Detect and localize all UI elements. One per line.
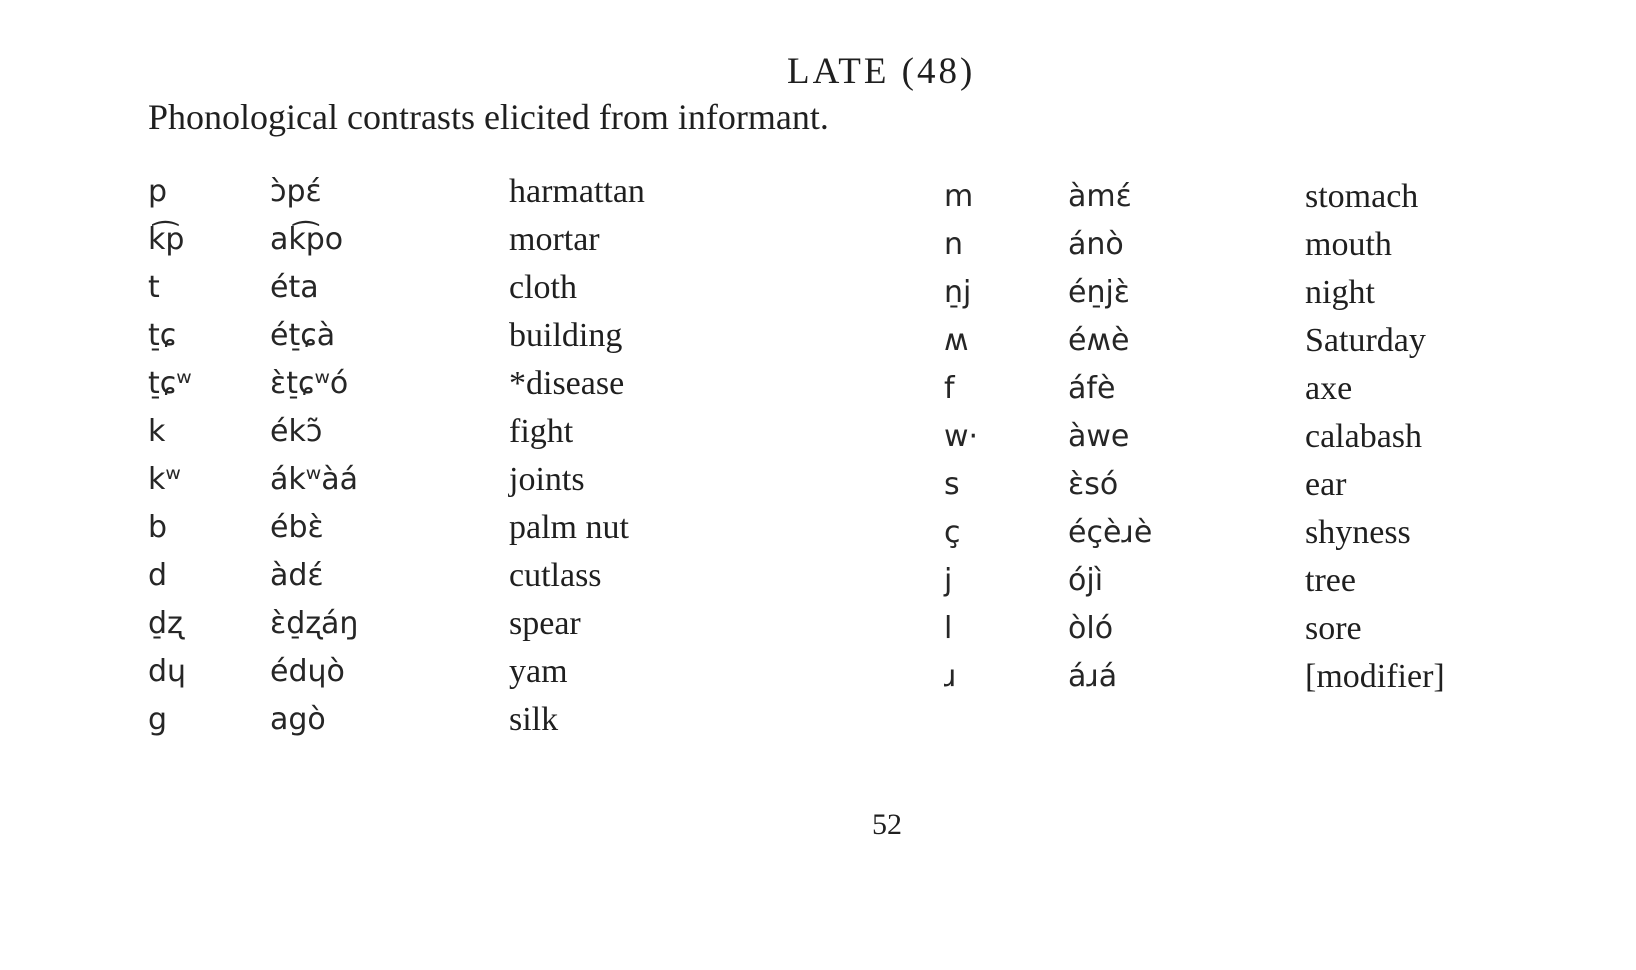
phoneme-symbol: l [944, 611, 953, 646]
english-gloss: palm nut [509, 509, 629, 546]
phoneme-symbol: ʍ [944, 323, 969, 358]
phonetic-form: éta [270, 270, 319, 305]
phonetic-form: ɛ̀d̠ʐáŋ [270, 606, 359, 641]
english-gloss: night [1305, 274, 1375, 311]
phoneme-symbol: k͡p [148, 222, 185, 257]
phonetic-form: ét̠ɕà [270, 318, 336, 353]
phonetic-form: ak͡po [270, 222, 344, 257]
english-gloss: calabash [1305, 418, 1423, 455]
phoneme-symbol: n [944, 227, 964, 262]
table-row [0, 560, 1636, 608]
table-row [0, 464, 1636, 512]
english-gloss: fight [509, 413, 574, 450]
phoneme-symbol: t̠ɕʷ [148, 366, 192, 401]
english-gloss: ear [1305, 466, 1347, 503]
phoneme-symbol: dɥ [148, 654, 187, 689]
english-gloss: yam [509, 653, 568, 690]
phoneme-symbol: f [944, 371, 955, 406]
english-gloss: Saturday [1305, 322, 1426, 359]
phonetic-form: ánò [1068, 227, 1124, 262]
english-gloss: sore [1305, 610, 1362, 647]
phoneme-symbol: p [148, 174, 168, 209]
english-gloss: axe [1305, 370, 1353, 407]
phoneme-symbol: t [148, 270, 160, 305]
phoneme-symbol: t̠ɕ [148, 318, 177, 353]
english-gloss: shyness [1305, 514, 1411, 551]
phonetic-form: ébɛ̀ [270, 510, 324, 545]
phoneme-symbol: ç [944, 515, 961, 550]
page-subtitle: Phonological contrasts elicited from informant. [148, 97, 829, 137]
table-row [0, 608, 1636, 656]
phonetic-form: òló [1068, 611, 1114, 646]
phoneme-symbol: w· [944, 419, 979, 454]
english-gloss: cloth [509, 269, 577, 306]
phonetic-form: áɹá [1068, 659, 1118, 694]
phoneme-symbol: kʷ [148, 462, 181, 497]
phoneme-symbol: k [148, 414, 166, 449]
table-row [0, 176, 1636, 224]
phonetic-form: ɛ̀só [1068, 467, 1119, 502]
table-row [0, 416, 1636, 464]
english-gloss: cutlass [509, 557, 602, 594]
phoneme-symbol: ɹ [944, 659, 957, 694]
page-number: 52 [872, 808, 902, 841]
english-gloss: silk [509, 701, 559, 738]
phonetic-form: ɛ̀t̠ɕʷó [270, 366, 349, 401]
phonetic-form: àmɛ́ [1068, 179, 1132, 214]
phoneme-symbol: g [148, 702, 168, 737]
table-row [0, 272, 1636, 320]
phonetic-form: ɔ̀pɛ́ [270, 174, 322, 209]
table-row [0, 699, 1636, 747]
table-row [0, 368, 1636, 416]
english-gloss: *disease [509, 365, 625, 402]
english-gloss: mouth [1305, 226, 1392, 263]
phonetic-form: ékɔ̃ [270, 414, 323, 449]
english-gloss: stomach [1305, 178, 1419, 215]
page-title: LATE (48) [787, 51, 976, 92]
phonetic-form: édɥò [270, 654, 345, 689]
table-row [0, 224, 1636, 272]
phoneme-symbol: n̠j [944, 275, 972, 310]
english-gloss: building [509, 317, 623, 354]
table-row [0, 656, 1636, 704]
phonetic-form: agò [270, 702, 326, 737]
phonetic-form: àdɛ́ [270, 558, 324, 593]
phoneme-symbol: b [148, 510, 168, 545]
phonetic-form: ójì [1068, 563, 1104, 598]
table-row [0, 320, 1636, 368]
phoneme-symbol: j [944, 563, 953, 598]
english-gloss: spear [509, 605, 581, 642]
english-gloss: joints [509, 461, 585, 498]
phoneme-symbol: d̠ʐ [148, 606, 183, 641]
english-gloss: tree [1305, 562, 1356, 599]
english-gloss: harmattan [509, 173, 645, 210]
english-gloss: mortar [509, 221, 600, 258]
phonetic-form: éʍè [1068, 323, 1130, 358]
english-gloss: [modifier] [1305, 658, 1445, 695]
table-row [0, 512, 1636, 560]
phoneme-symbol: s [944, 467, 960, 502]
phonetic-form: éçèɹè [1068, 515, 1153, 550]
phonetic-form: áfè [1068, 371, 1116, 406]
phonetic-form: àwe [1068, 419, 1130, 454]
phonetic-form: ákʷàá [270, 462, 358, 497]
phonetic-form: én̠jɛ̀ [1068, 275, 1131, 310]
phoneme-symbol: d [148, 558, 168, 593]
phoneme-symbol: m [944, 179, 974, 214]
